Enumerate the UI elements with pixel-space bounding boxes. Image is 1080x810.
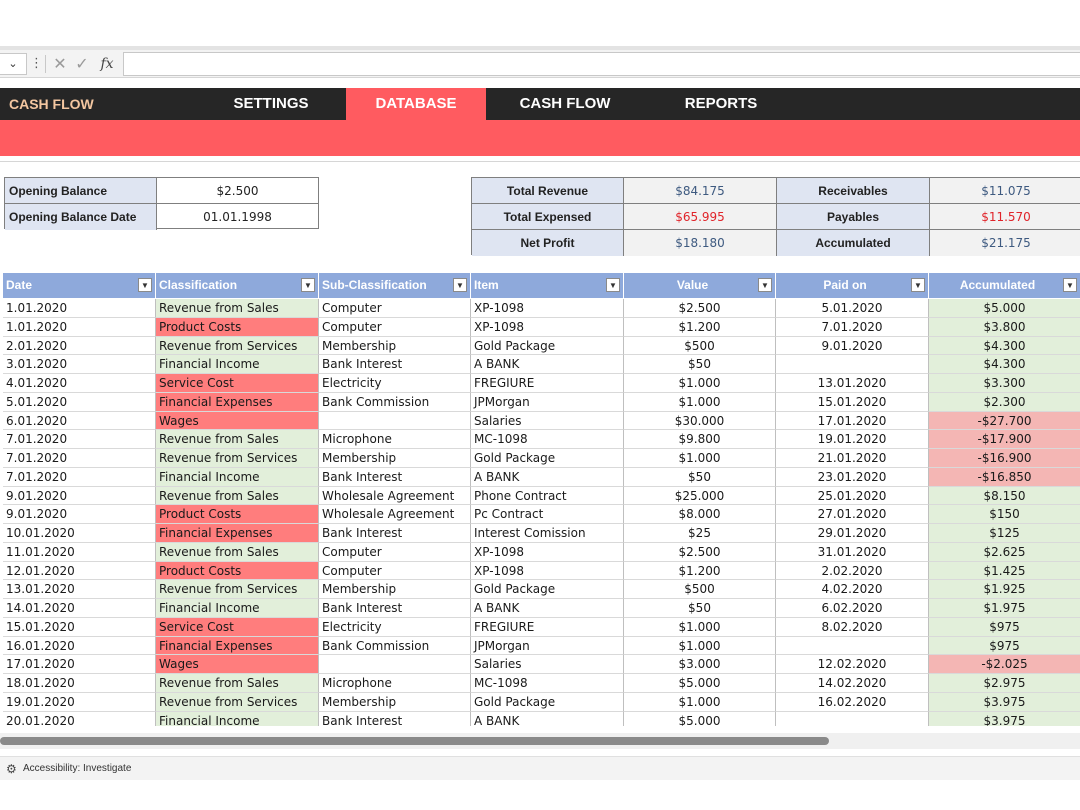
cell-item[interactable]: JPMorgan [471,637,624,656]
cell-item[interactable]: Pc Contract [471,505,624,524]
total-revenue-value: $84.175 [624,178,777,204]
cell-sub-classification[interactable]: Microphone [319,430,471,449]
cell-classification[interactable]: Revenue from Sales [156,543,319,562]
accumulated-label: Accumulated [777,230,930,256]
cell-classification[interactable]: Financial Expenses [156,524,319,543]
filter-dropdown-icon[interactable]: ▼ [911,278,925,292]
header-accent-band [0,120,1080,156]
tab-reports[interactable]: REPORTS [684,95,758,112]
table-row [3,712,1080,727]
cell-classification[interactable]: Revenue from Services [156,693,319,712]
cell-accumulated[interactable]: -$2.025 [929,655,1080,674]
cell-paid-on[interactable]: 14.02.2020 [776,674,929,693]
column-header-value[interactable] [624,273,776,298]
cell-sub-classification[interactable]: Bank Interest [319,712,471,727]
cell-item[interactable]: A BANK [471,712,624,727]
column-header-label: Accumulated [959,278,1036,292]
table-row [3,430,1080,449]
horizontal-scrollbar-thumb[interactable] [0,737,829,745]
cell-sub-classification[interactable]: Wholesale Agreement [319,487,471,506]
table-row [3,487,1080,506]
cell-sub-classification[interactable]: Bank Commission [319,637,471,656]
cell-paid-on[interactable]: 6.02.2020 [776,599,929,618]
cell-value[interactable]: $1.000 [624,693,776,712]
column-header-date[interactable] [3,273,156,298]
cell-paid-on[interactable]: 19.01.2020 [776,430,929,449]
cell-paid-on[interactable]: 17.01.2020 [776,412,929,431]
cell-paid-on[interactable]: 21.01.2020 [776,449,929,468]
cell-accumulated[interactable]: $2.625 [929,543,1080,562]
header-divider [0,161,1080,162]
cell-sub-classification[interactable]: Computer [319,562,471,581]
cell-accumulated[interactable]: $2.975 [929,674,1080,693]
cell-item[interactable]: A BANK [471,468,624,487]
cell-sub-classification[interactable]: Wholesale Agreement [319,505,471,524]
cell-sub-classification[interactable]: Membership [319,449,471,468]
table-row [3,299,1080,318]
cell-value[interactable]: $25 [624,524,776,543]
cell-date[interactable]: 2.01.2020 [3,337,156,356]
name-box-dropdown[interactable]: ⌄ [0,53,27,75]
opening-balance-date-label: Opening Balance Date [5,204,157,230]
cell-item[interactable]: JPMorgan [471,393,624,412]
cell-classification[interactable]: Revenue from Sales [156,487,319,506]
cell-sub-classification[interactable]: Bank Interest [319,468,471,487]
cell-accumulated[interactable]: $3.800 [929,318,1080,337]
cell-paid-on[interactable] [776,637,929,656]
cell-accumulated[interactable]: $125 [929,524,1080,543]
filter-dropdown-icon[interactable]: ▼ [758,278,772,292]
cell-classification[interactable]: Revenue from Services [156,337,319,356]
table-row [3,412,1080,431]
filter-dropdown-icon[interactable]: ▼ [138,278,152,292]
cell-sub-classification[interactable]: Electricity [319,618,471,637]
table-row [3,637,1080,656]
cell-date[interactable]: 19.01.2020 [3,693,156,712]
cell-item[interactable]: XP-1098 [471,299,624,318]
table-row [3,337,1080,356]
opening-balance-box [4,177,319,229]
total-expensed-value: $65.995 [624,204,777,230]
cell-classification[interactable]: Revenue from Services [156,580,319,599]
cell-sub-classification[interactable]: Computer [319,299,471,318]
cell-accumulated[interactable]: $1.425 [929,562,1080,581]
table-row [3,693,1080,712]
cancel-entry-icon[interactable]: ✕ [53,54,67,73]
cell-accumulated[interactable]: -$27.700 [929,412,1080,431]
cell-item[interactable]: Salaries [471,412,624,431]
cell-item[interactable]: Gold Package [471,580,624,599]
total-expensed-label: Total Expensed [472,204,624,230]
formula-bar-separator [45,55,46,73]
cell-value[interactable]: $1.200 [624,318,776,337]
cell-classification[interactable]: Financial Expenses [156,637,319,656]
cell-sub-classification[interactable]: Electricity [319,374,471,393]
cell-paid-on[interactable]: 27.01.2020 [776,505,929,524]
cell-sub-classification[interactable] [319,412,471,431]
cell-date[interactable]: 18.01.2020 [3,674,156,693]
cell-classification[interactable]: Revenue from Sales [156,299,319,318]
cell-sub-classification[interactable]: Computer [319,543,471,562]
table-row [3,562,1080,581]
cell-classification[interactable]: Product Costs [156,505,319,524]
cell-item[interactable]: Phone Contract [471,487,624,506]
cell-paid-on[interactable] [776,712,929,727]
cell-date[interactable]: 5.01.2020 [3,393,156,412]
cell-classification[interactable]: Service Cost [156,618,319,637]
cell-paid-on[interactable]: 2.02.2020 [776,562,929,581]
cell-date[interactable]: 12.01.2020 [3,562,156,581]
cell-item[interactable]: Salaries [471,655,624,674]
cell-value[interactable]: $5.000 [624,674,776,693]
cell-item[interactable]: FREGIURE [471,618,624,637]
template-brand-title: CASH FLOW [9,96,94,112]
cell-paid-on[interactable]: 13.01.2020 [776,374,929,393]
column-header-label: Date [6,278,33,292]
cell-item[interactable]: XP-1098 [471,318,624,337]
cell-value[interactable]: $5.000 [624,712,776,727]
cell-value[interactable]: $30.000 [624,412,776,431]
cell-classification[interactable]: Wages [156,655,319,674]
accumulated-value: $21.175 [930,230,1080,256]
filter-dropdown-icon[interactable]: ▼ [301,278,315,292]
cell-date[interactable]: 10.01.2020 [3,524,156,543]
table-row [3,318,1080,337]
table-row [3,355,1080,374]
column-header-label: Item [474,278,499,292]
table-row [3,674,1080,693]
cell-sub-classification[interactable]: Bank Interest [319,524,471,543]
cell-value[interactable]: $1.000 [624,618,776,637]
cell-sub-classification[interactable]: Bank Interest [319,355,471,374]
column-header-label: Value [676,278,709,292]
cell-item[interactable]: Gold Package [471,337,624,356]
cell-classification[interactable]: Service Cost [156,374,319,393]
cell-item[interactable]: Gold Package [471,449,624,468]
cell-accumulated[interactable]: $4.300 [929,355,1080,374]
cell-date[interactable]: 1.01.2020 [3,318,156,337]
insert-function-icon[interactable]: fx [100,56,114,72]
table-row [3,618,1080,637]
cell-value[interactable]: $1.000 [624,449,776,468]
cell-accumulated[interactable]: -$16.850 [929,468,1080,487]
table-row [3,599,1080,618]
cell-accumulated[interactable]: $1.975 [929,599,1080,618]
cell-classification[interactable]: Financial Expenses [156,393,319,412]
table-row [3,449,1080,468]
cell-accumulated[interactable]: $3.300 [929,374,1080,393]
cell-value[interactable]: $50 [624,355,776,374]
table-row [3,543,1080,562]
cell-sub-classification[interactable]: Membership [319,580,471,599]
page-bottom-margin [0,780,1080,810]
accessibility-status[interactable]: Accessibility: Investigate [23,763,132,774]
column-header-label: Paid on [823,278,867,292]
cell-accumulated[interactable]: $2.300 [929,393,1080,412]
cell-date[interactable]: 11.01.2020 [3,543,156,562]
column-header-accumulated[interactable] [929,273,1080,298]
cell-paid-on[interactable]: 29.01.2020 [776,524,929,543]
table-row [3,393,1080,412]
cell-date[interactable]: 7.01.2020 [3,430,156,449]
net-profit-value: $18.180 [624,230,777,256]
cell-classification[interactable]: Financial Income [156,712,319,727]
cell-sub-classification[interactable]: Bank Interest [319,599,471,618]
cell-classification[interactable]: Revenue from Services [156,449,319,468]
cell-date[interactable]: 16.01.2020 [3,637,156,656]
cell-paid-on[interactable]: 9.01.2020 [776,337,929,356]
cell-value[interactable]: $50 [624,599,776,618]
table-row [3,505,1080,524]
table-row [3,374,1080,393]
cell-accumulated[interactable]: $1.925 [929,580,1080,599]
cell-accumulated[interactable]: $3.975 [929,712,1080,727]
column-header-item[interactable] [471,273,624,298]
tab-database[interactable]: DATABASE [346,88,486,120]
cell-value[interactable]: $500 [624,580,776,599]
cell-classification[interactable]: Financial Income [156,355,319,374]
cell-value[interactable]: $1.000 [624,393,776,412]
column-header-label: Classification [159,278,238,292]
cell-paid-on[interactable]: 12.02.2020 [776,655,929,674]
cell-date[interactable]: 13.01.2020 [3,580,156,599]
cell-paid-on[interactable]: 8.02.2020 [776,618,929,637]
more-options-icon[interactable]: ⋮ [30,56,43,71]
tab-settings[interactable]: SETTINGS [233,95,309,112]
cell-accumulated[interactable]: $4.300 [929,337,1080,356]
table-row [3,655,1080,674]
filter-dropdown-icon[interactable]: ▼ [606,278,620,292]
cell-item[interactable]: A BANK [471,355,624,374]
cell-item[interactable]: A BANK [471,599,624,618]
cell-item[interactable]: XP-1098 [471,543,624,562]
payables-label: Payables [777,204,930,230]
cell-value[interactable]: $50 [624,468,776,487]
cell-paid-on[interactable]: 15.01.2020 [776,393,929,412]
cell-date[interactable]: 7.01.2020 [3,449,156,468]
receivables-value: $11.075 [930,178,1080,204]
cell-value[interactable]: $25.000 [624,487,776,506]
receivables-label: Receivables [777,178,930,204]
cell-item[interactable]: FREGIURE [471,374,624,393]
net-profit-label: Net Profit [472,230,624,256]
template-nav-bar [0,88,1080,120]
cell-item[interactable]: MC-1098 [471,674,624,693]
cell-date[interactable]: 3.01.2020 [3,355,156,374]
cell-value[interactable]: $2.500 [624,299,776,318]
cell-accumulated[interactable]: $975 [929,618,1080,637]
cell-item[interactable]: Gold Package [471,693,624,712]
cell-accumulated[interactable]: -$17.900 [929,430,1080,449]
formula-input[interactable] [123,52,1080,76]
cell-classification[interactable]: Financial Income [156,468,319,487]
filter-dropdown-icon[interactable]: ▼ [453,278,467,292]
cell-value[interactable]: $3.000 [624,655,776,674]
cell-sub-classification[interactable]: Membership [319,337,471,356]
opening-balance-date-value[interactable]: 01.01.1998 [203,210,272,224]
cell-item[interactable]: Interest Comission [471,524,624,543]
cell-accumulated[interactable]: $3.975 [929,693,1080,712]
cell-sub-classification[interactable] [319,655,471,674]
cell-item[interactable]: XP-1098 [471,562,624,581]
cell-paid-on[interactable]: 23.01.2020 [776,468,929,487]
column-header-classification[interactable] [156,273,319,298]
cell-value[interactable]: $1.000 [624,637,776,656]
confirm-entry-icon[interactable]: ✓ [75,54,89,73]
column-header-label: Sub-Classification [322,278,427,292]
column-header-paid-on[interactable] [776,273,929,298]
column-header-sub-classification[interactable] [319,273,471,298]
cell-sub-classification[interactable]: Microphone [319,674,471,693]
cell-value[interactable]: $1.000 [624,374,776,393]
cell-paid-on[interactable]: 31.01.2020 [776,543,929,562]
cell-date[interactable]: 15.01.2020 [3,618,156,637]
cell-paid-on[interactable]: 7.01.2020 [776,318,929,337]
cell-classification[interactable]: Product Costs [156,562,319,581]
accessibility-icon[interactable]: ⚙ [6,762,17,776]
formula-bar [0,50,1080,78]
total-revenue-label: Total Revenue [472,178,624,204]
cell-sub-classification[interactable]: Membership [319,693,471,712]
payables-value: $11.570 [930,204,1080,230]
cell-classification[interactable]: Financial Income [156,599,319,618]
cell-date[interactable]: 20.01.2020 [3,712,156,727]
cell-value[interactable]: $9.800 [624,430,776,449]
table-row [3,580,1080,599]
cell-date[interactable]: 9.01.2020 [3,505,156,524]
opening-balance-label: Opening Balance [5,178,157,204]
cell-classification[interactable]: Revenue from Sales [156,430,319,449]
cell-date[interactable]: 14.01.2020 [3,599,156,618]
cell-classification[interactable]: Wages [156,412,319,431]
cell-date[interactable]: 9.01.2020 [3,487,156,506]
cell-accumulated[interactable]: -$16.900 [929,449,1080,468]
cell-paid-on[interactable]: 5.01.2020 [776,299,929,318]
cell-accumulated[interactable]: $5.000 [929,299,1080,318]
opening-balance-value[interactable]: $2.500 [157,178,318,204]
table-row [3,524,1080,543]
cell-paid-on[interactable]: 16.02.2020 [776,693,929,712]
ribbon-area [0,0,1080,46]
cell-date[interactable]: 1.01.2020 [3,299,156,318]
table-header [3,273,1080,298]
cell-paid-on[interactable]: 4.02.2020 [776,580,929,599]
cell-classification[interactable]: Product Costs [156,318,319,337]
cell-sub-classification[interactable]: Bank Commission [319,393,471,412]
cell-value[interactable]: $500 [624,337,776,356]
cell-item[interactable]: MC-1098 [471,430,624,449]
cell-value[interactable]: $1.200 [624,562,776,581]
cell-accumulated[interactable]: $150 [929,505,1080,524]
cell-accumulated[interactable]: $8.150 [929,487,1080,506]
cell-date[interactable]: 17.01.2020 [3,655,156,674]
cell-accumulated[interactable]: $975 [929,637,1080,656]
tab-cash-flow[interactable]: CASH FLOW [519,95,611,112]
totals-summary-box [471,177,1080,255]
cell-paid-on[interactable] [776,355,929,374]
cell-date[interactable]: 4.01.2020 [3,374,156,393]
cell-value[interactable]: $8.000 [624,505,776,524]
cell-classification[interactable]: Revenue from Sales [156,674,319,693]
status-bar [0,756,1080,780]
cell-paid-on[interactable]: 25.01.2020 [776,487,929,506]
table-row [3,468,1080,487]
filter-dropdown-icon[interactable]: ▼ [1063,278,1077,292]
cell-date[interactable]: 7.01.2020 [3,468,156,487]
cell-date[interactable]: 6.01.2020 [3,412,156,431]
cell-sub-classification[interactable]: Computer [319,318,471,337]
cell-value[interactable]: $2.500 [624,543,776,562]
transactions-table [3,273,1080,726]
